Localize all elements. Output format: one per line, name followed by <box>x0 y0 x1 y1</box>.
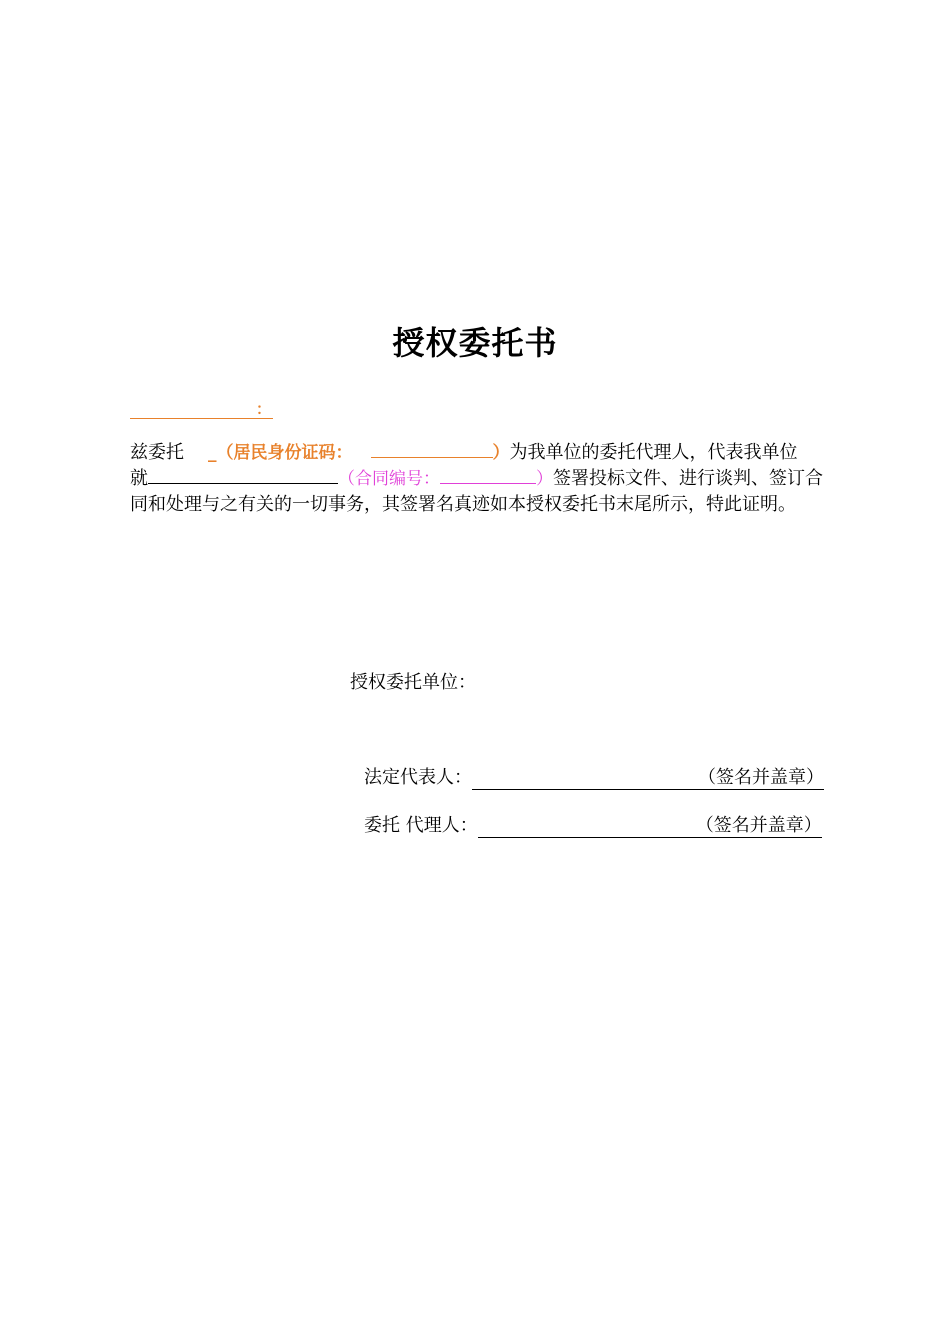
legal-representative-label: 法定代表人： <box>364 767 472 788</box>
legal-representative-signature-field[interactable] <box>472 767 824 790</box>
agent-name-blank[interactable]: _ <box>208 443 217 463</box>
legal-representative-row <box>364 765 824 791</box>
body-line-2 <box>130 466 834 492</box>
page-title: 授权委托书 <box>392 324 558 362</box>
addressee-field[interactable] <box>130 398 273 419</box>
addressee-colon: ： <box>256 400 272 418</box>
legal-representative-sign-note: （签名并盖章） <box>698 767 824 788</box>
id-number-close: ） <box>492 443 510 463</box>
regarding-suffix: 签署投标文件、进行谈判、签订合 <box>553 468 823 489</box>
authorizing-unit-label: 授权委托单位： <box>350 672 476 693</box>
contract-number-field[interactable] <box>440 467 536 484</box>
agent-row <box>364 813 822 839</box>
contract-number-close: ） <box>536 469 553 489</box>
entrust-suffix: 为我单位的委托代理人，代表我单位 <box>509 442 798 463</box>
entrust-prefix: 兹委托 <box>130 442 184 463</box>
id-number-field[interactable] <box>371 441 493 458</box>
agent-sign-note: （签名并盖章） <box>695 815 822 836</box>
id-number-label: （居民身份证码： <box>216 443 353 463</box>
project-name-field[interactable] <box>148 467 338 484</box>
contract-number-label: （合同编号： <box>338 469 440 489</box>
body-line-1 <box>130 440 834 466</box>
agent-label: 委托 代理人： <box>364 815 478 836</box>
regarding-prefix: 就 <box>130 468 148 489</box>
body-line-3: 同和处理与之有关的一切事务，其签署名真迹如本授权委托书末尾所示，特此证明。 <box>130 494 796 515</box>
agent-signature-field[interactable] <box>478 815 822 838</box>
